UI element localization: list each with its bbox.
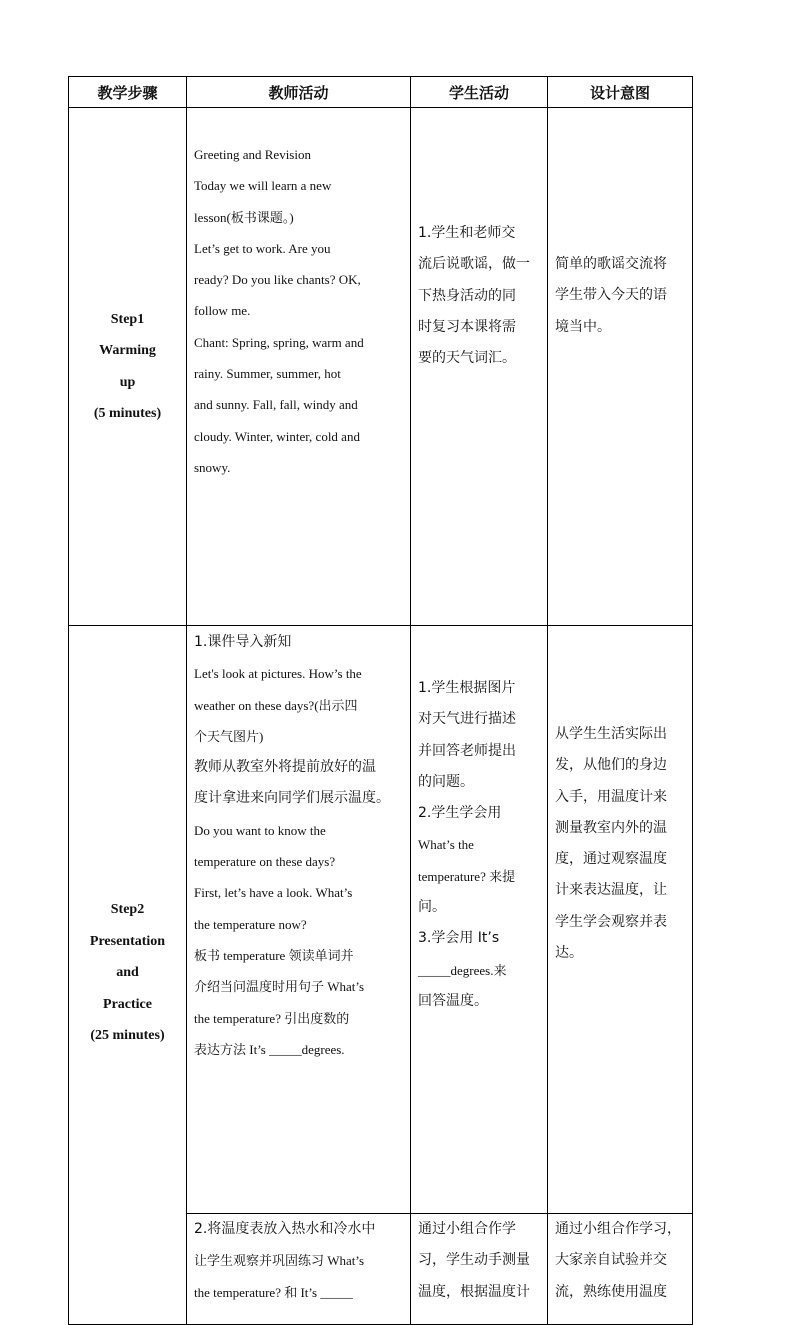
text-line: 2.学生学会用	[418, 805, 502, 822]
text-line: 1.学生和老师交	[418, 225, 516, 241]
text-line: 习，学生动手测量	[418, 1252, 530, 1269]
text-line: 的问题。	[418, 773, 474, 790]
text-line: ready? Do you like chants? OK,	[194, 272, 361, 288]
text-line: Today we will learn a new	[194, 178, 332, 194]
design-intent-cell	[548, 1213, 693, 1324]
text-line: 简单的歌谣交流将	[555, 256, 667, 272]
text-line: cloudy. Winter, winter, cold and	[194, 428, 360, 444]
header-design-intent: 设计意图	[548, 77, 693, 108]
text-line: 温度，根据温度计	[418, 1283, 530, 1300]
text-line: temperature on these days?	[194, 854, 336, 870]
text-line: 个天气图片)	[194, 728, 264, 744]
text-line: 对天气进行描述	[418, 711, 516, 728]
text-line: 从学生生活实际出	[555, 726, 667, 742]
text-line: 流，熟练使用温度	[555, 1283, 667, 1300]
design-intent-cell	[548, 626, 693, 1214]
text-line: 2.将温度表放入热水和冷水中	[194, 1220, 376, 1237]
text-line: 通过小组合作学习，	[555, 1220, 681, 1237]
teacher-activity-cell	[187, 626, 411, 1214]
text-line: temperature? 来提	[418, 868, 516, 884]
text-line: 让学生观察并巩固练习 What’s	[194, 1253, 365, 1269]
lesson-plan-table	[68, 76, 693, 1325]
text-line: 度计拿进来向同学们展示温度。	[194, 790, 390, 807]
text-line: follow me.	[194, 303, 251, 319]
text-line: 境当中。	[555, 318, 611, 335]
step-line: Presentation	[89, 933, 166, 949]
student-activity-cell	[411, 108, 548, 626]
header-teaching-steps: 教学步骤	[69, 77, 187, 108]
text-line: First, let’s have a look. What’s	[194, 885, 353, 901]
text-line: 下热身活动的同	[418, 287, 516, 304]
step-line: up	[119, 374, 136, 390]
text-line: Let's look at pictures. How’s the	[194, 666, 362, 682]
text-line: the temperature? 引出度数的	[194, 1010, 350, 1026]
text-line: 学生学会观察并表	[555, 913, 667, 930]
text-line: 1.学生根据图片	[418, 680, 516, 696]
text-line: 达。	[555, 945, 583, 962]
step-line: Step1	[110, 311, 145, 327]
text-line: 通过小组合作学	[418, 1220, 516, 1237]
student-activity-cell	[411, 1213, 548, 1324]
text-line: snowy.	[194, 459, 231, 475]
text-line: 1.课件导入新知	[194, 634, 292, 650]
text-line: 板书 temperature 领读单词并	[194, 947, 354, 963]
text-line: 入手，用温度计来	[555, 788, 667, 805]
step-line: Warming	[99, 343, 156, 358]
text-line: 流后说歌谣，做一	[418, 256, 530, 273]
table-row	[69, 108, 693, 626]
text-line: Greeting and Revision	[194, 147, 311, 162]
text-line: the temperature now?	[194, 916, 307, 932]
text-line: 测量教室内外的温	[555, 819, 667, 836]
text-line: What’s the	[418, 837, 474, 853]
teacher-activity-cell	[187, 108, 411, 626]
text-line: Let’s get to work. Are you	[194, 240, 331, 256]
text-line: Chant: Spring, spring, warm and	[194, 334, 364, 350]
text-line: _____degrees.来	[418, 962, 507, 978]
step-line: and	[116, 965, 139, 980]
text-line: 度，通过观察温度	[555, 851, 667, 868]
text-line: and sunny. Fall, fall, windy and	[194, 397, 358, 413]
text-line: 3.学会用 It’s	[418, 930, 500, 947]
text-line: 时复习本课将需	[418, 318, 516, 335]
text-line: 教师从教室外将提前放好的温	[194, 759, 376, 776]
text-line: Do you want to know the	[194, 822, 326, 838]
design-intent-cell	[548, 108, 693, 626]
text-line: 要的天气词汇。	[418, 350, 516, 367]
student-activity-cell	[411, 626, 548, 1214]
text-line: 学生带入今天的语	[555, 287, 667, 304]
text-line: 计来表达温度，让	[555, 882, 667, 899]
text-line: 回答温度。	[418, 992, 488, 1009]
header-student-activity: 学生活动	[411, 77, 548, 108]
text-line: weather on these days?(出示四	[194, 697, 358, 713]
step-cell	[69, 626, 187, 1325]
teacher-activity-cell	[187, 1213, 411, 1324]
table-row	[69, 626, 693, 1214]
text-line: 并回答老师提出	[418, 742, 516, 759]
text-line: lesson(板书课题。)	[194, 209, 294, 225]
step-line: Practice	[103, 996, 152, 1012]
step-cell	[69, 108, 187, 626]
text-line: 发，从他们的身边	[555, 757, 667, 774]
header-teacher-activity: 教师活动	[187, 77, 411, 108]
step-line: Step2	[110, 902, 145, 917]
text-line: 大家亲自试验并交	[555, 1252, 667, 1269]
step-line: (25 minutes)	[90, 1028, 165, 1043]
text-line: 介绍当问温度时用句子 What’s	[194, 979, 365, 995]
header-row	[69, 77, 693, 108]
text-line: 问。	[418, 899, 446, 916]
step-line: (5 minutes)	[93, 406, 162, 421]
text-line: 表达方法 It’s _____degrees.	[194, 1041, 345, 1057]
text-line: the temperature? 和 It’s _____	[194, 1284, 353, 1300]
text-line: rainy. Summer, summer, hot	[194, 366, 341, 382]
